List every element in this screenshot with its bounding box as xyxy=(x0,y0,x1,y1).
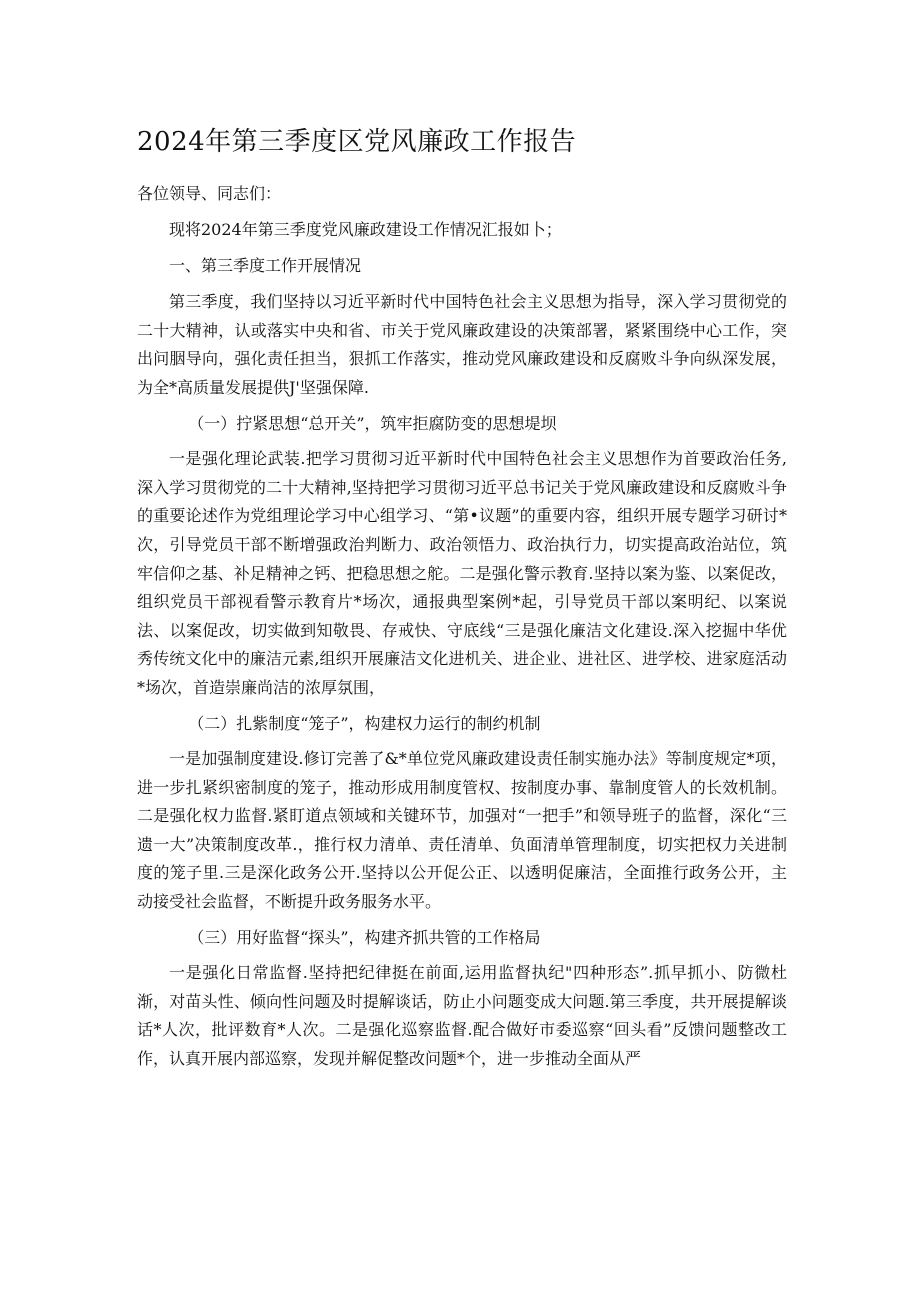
subsection-heading-3: （三）用好监督“探头”，构建齐抓共管的工作格局 xyxy=(188,927,541,947)
subsection-heading-1: （一）拧紧思想“总开关”，筑牢拒腐防变的思想堤坝 xyxy=(188,413,557,433)
body-paragraph: 一是强化日常监督.坚持把纪律挺在前面,运用监督执纪"四种形态”.抓早抓小、防微杜渐，对苗头性、倾向性问题及时提解谈话，防止小问题变成大问题.第三季度，共开展提解谈话*人次，批评数育*人次。二是强化巡察监督.配合做好市委巡察“回头看”反馈问题整改工作，认真开展内部巡察，发现并解促整改问题*个，进一步推动全面从严 xyxy=(137,963,787,1069)
document-body xyxy=(137,216,787,1081)
body-paragraph: 第三季度，我们坚持以习近平新时代中国特色社会主义思想为指导，深入学习贯彻党的二十大精神，认或落实中央和省、市关于党风廉政建设的决策部署，紧紧围绕中心工作，突出问胭导向，强化责任担当，狠抓工作落实，推动党风廉政建设和反腐败斗争向纵深发展，为全*高质量发展提供J'坚强保障. xyxy=(137,292,787,397)
body-paragraph: 一是强化理论武装.把学习贯彻习近平新时代中国特色社会主义思想作为首要政治任务,深入学习贯彻党的二十大精神,坚持把学习贯彻习近平总书记关于党风廉政建设和反腐败斗争的重要论述作为党组理论学习中心组学习、“第•议题”的重要内容，组织开展专题学习研讨*次，引导党员干部不断增强政治判断力、政治领悟力、政治执行力，切实提高政治站位，筑牢信仰之基、补足精神之钙、把稳思想之舵。二是强化警示教育.坚持以案为鉴、以案促改，组织党员干部视看警示教育片*场次，通报典型案例*起，引导党员干部以案明纪、以案说法、以案促改，切实做到知敬畏、存戒快、守底线“三是强化廉洁文化建设.深入挖掘中华优秀传统文化中的廉洁元素,组织开展廉洁文化进机关、进企业、进社区、进学校、进家庭活动*场次，首造崇廉尚洁的浓厚氛围， xyxy=(137,449,787,697)
document-title: 2024年第三季度区党风廉政工作报告 xyxy=(137,127,577,157)
body-paragraph: 一是加强制度建设.修订完善了&*单位党风廉政建设责任制实施办法》等制度规定*项，进一步扎紧织密制度的笼子，推动形成用制度管权、按制度办事、靠制度管人的长效机制。二是强化权力监督.紧盯道点领域和关键环节，加强对“一把手”和领导班子的监督，深化“三遗一大”决策制度改革.，推行权力清单、责任清单、负面清单管理制度，切实把权力关进制度的笼子里.三是深化政务公开.坚持以公开促公正、以透明促廉洁，全面推行政务公开，主动接受社会监督，不断提升政务服务水平。 xyxy=(137,749,787,912)
intro-paragraph: 现将2024年第三季度党风廉政建设工作情况汇报如卜； xyxy=(169,220,562,239)
subsection-heading-2: （二）扎紫制度“笼子”，构建权力运行的制约机制 xyxy=(188,713,541,733)
section-heading-1: 一、第三季度工作开展情况 xyxy=(169,255,362,275)
salutation: 各位领导、同志们： xyxy=(137,184,282,203)
